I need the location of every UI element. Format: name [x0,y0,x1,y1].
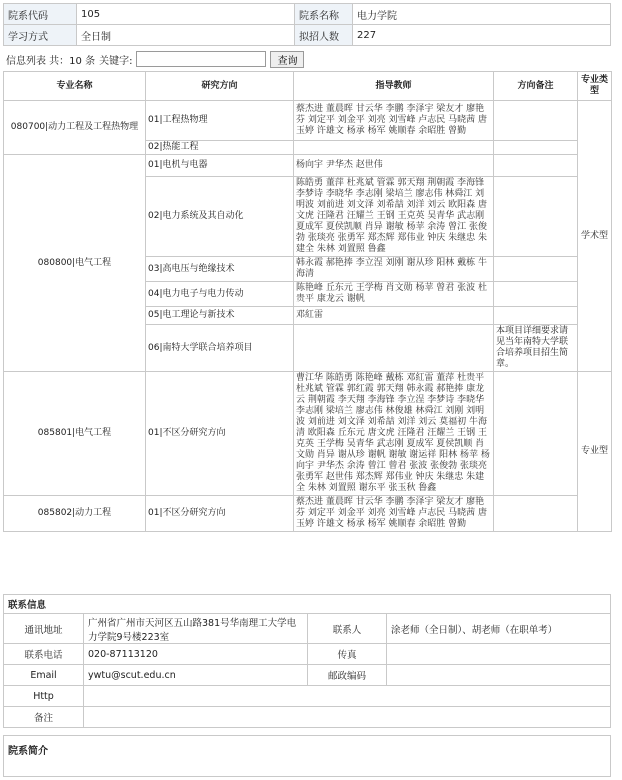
direction-note [494,177,578,257]
direction-note [494,257,578,282]
major-type: 专业型 [578,372,612,532]
advisors: 蔡杰进 董晨晖 甘云华 李鹏 李泽宇 梁友才 廖艳芬 刘定平 刘金平 刘亮 刘雪峰 卢志民 马晓茜 唐玉婷 许雄文 杨承 杨军 姚顺春 余昭胜 曾勤 [294,101,494,141]
advisors: 曹江华 陈皓勇 陈艳峰 戴栋 邓紅雷 董萍 杜贵平 杜兆斌 管霖 郭红霞 郭天翔 韩永霞 郝艳捧 康龙云 荆朝霞 李天翔 李海锋 李立浧 李梦诗 李晓华 李志刚 梁培兰 廖志伟 林俊雄 林舜江 刘刚 刘明波 刘前进 刘文泽 刘希喆 刘洋 刘云 莫福初 牛海清 欧阳森 丘东元 唐文虎 汪隆君 汪耀兰 王钢 王克英 王学梅 吴青华 武志刚 夏成军 夏侯凯顺 肖文勋 肖异 谢从珍 谢帆 谢敏 谢运祥 阳林 杨苹 杨向宇 尹华杰 余涛 曾江 曾君 张波 张俊勃 张琰亮 张勇军 赵世伟 郑杰辉 郑伟业 钟庆 朱继忠 朱建全 朱林 刘置照 谢东平 张玉秋 鲁鑫 [294,372,494,496]
dept-name-label: 院系名称 [295,4,353,25]
keyword-input[interactable] [136,51,266,67]
record-count: 信息列表 共：10 条 [6,55,96,67]
enroll-label: 拟招人数 [295,25,353,46]
header-major: 专业名称 [4,72,146,101]
program-table [3,71,612,532]
major-name: 080800|电气工程 [4,155,146,372]
direction: 03|高电压与绝缘技术 [146,257,294,282]
table-row [4,372,612,496]
advisors: 陈皓勇 董萍 杜兆斌 管霖 郭天翔 荆朝霞 李海锋 李梦诗 李晓华 李志刚 梁培兰 廖志伟 林舜江 刘明波 刘前进 刘文泽 刘希喆 刘洋 刘云 欧阳森 唐文虎 汪隆君 汪耀兰 王钢 王克英 吴青华 武志刚 夏成军 夏侯凯顺 肖异 谢敏 杨苹 余涛 曾江 张俊勃 张琰亮 张勇军 郑杰辉 郑伟业 钟庆 朱继忠 朱建全 朱林 刘置照 鲁鑫 [294,177,494,257]
direction-note: 本项目详细要求请见当年南特大学联合培养项目招生简章。 [494,325,578,372]
fax [387,644,611,665]
study-mode: 全日制 [77,25,295,46]
direction-note [494,282,578,307]
zip-label: 邮政编码 [308,665,387,686]
direction: 04|电力电子与电力传动 [146,282,294,307]
header-advisors: 指导教师 [294,72,494,101]
study-mode-label: 学习方式 [4,25,77,46]
direction-note [494,101,578,141]
advisors: 蔡杰进 董晨晖 甘云华 李鹏 李泽宇 梁友才 廖艳芬 刘定平 刘金平 刘亮 刘雪峰 卢志民 马晓茜 唐玉婷 许雄文 杨承 杨军 姚顺春 余昭胜 曾勤 [294,496,494,532]
advisors: 邓紅雷 [294,307,494,325]
direction-note [494,372,578,496]
email[interactable]: ywtu@scut.edu.cn [84,665,308,686]
table-row [4,496,612,532]
dept-name: 电力学院 [353,4,611,25]
department-info-table [3,3,611,46]
address: 广州省广州市天河区五山路381号华南理工大学电力学院9号楼223室 [84,614,308,644]
table-row [4,101,612,141]
person-label: 联系人 [308,614,387,644]
direction-note [494,307,578,325]
fax-label: 传真 [308,644,387,665]
direction-note [494,496,578,532]
direction: 01|不区分研究方向 [146,496,294,532]
direction: 01|电机与电器 [146,155,294,177]
dept-code: 105 [77,4,295,25]
major-name: 085802|动力工程 [4,496,146,532]
intro-title: 院系简介 [8,746,48,757]
major-name: 080700|动力工程及工程热物理 [4,101,146,155]
header-type: 专业类型 [578,72,612,101]
email-label: Email [4,665,84,686]
advisors [294,325,494,372]
contact-person: 涂老师（全日制）、胡老师（在职单考） [387,614,611,644]
keyword-label: 关键字: [99,55,133,67]
major-type: 学术型 [578,101,612,372]
address-label: 通讯地址 [4,614,84,644]
http [84,686,611,707]
remark [84,707,611,728]
http-label: Http [4,686,84,707]
advisors: 韩永霞 郝艳捧 李立浧 刘刚 谢从珍 阳林 戴栋 牛海清 [294,257,494,282]
phone: 020-87113120 [84,644,308,665]
direction-note [494,155,578,177]
advisors: 陈艳峰 丘东元 王学梅 肖文勋 杨苹 曾君 张波 杜贵平 康龙云 谢帆 [294,282,494,307]
direction: 05|电工理论与新技术 [146,307,294,325]
direction: 01|工程热物理 [146,101,294,141]
major-name: 085801|电气工程 [4,372,146,496]
search-button[interactable]: 查询 [270,51,304,68]
search-bar [6,51,304,67]
advisors [294,141,494,155]
direction: 06|南特大学联合培养项目 [146,325,294,372]
advisors: 杨向宇 尹华杰 赵世伟 [294,155,494,177]
zip-code [387,665,611,686]
phone-label: 联系电话 [4,644,84,665]
header-note: 方向备注 [494,72,578,101]
direction: 02|热能工程 [146,141,294,155]
header-direction: 研究方向 [146,72,294,101]
contact-table [3,594,611,728]
remark-label: 备注 [4,707,84,728]
direction: 01|不区分研究方向 [146,372,294,496]
direction: 02|电力系统及其自动化 [146,177,294,257]
intro-section [3,735,611,777]
direction-note [494,141,578,155]
dept-code-label: 院系代码 [4,4,77,25]
contact-section-title: 联系信息 [4,595,611,614]
enroll-count: 227 [353,25,611,46]
table-row [4,155,612,177]
